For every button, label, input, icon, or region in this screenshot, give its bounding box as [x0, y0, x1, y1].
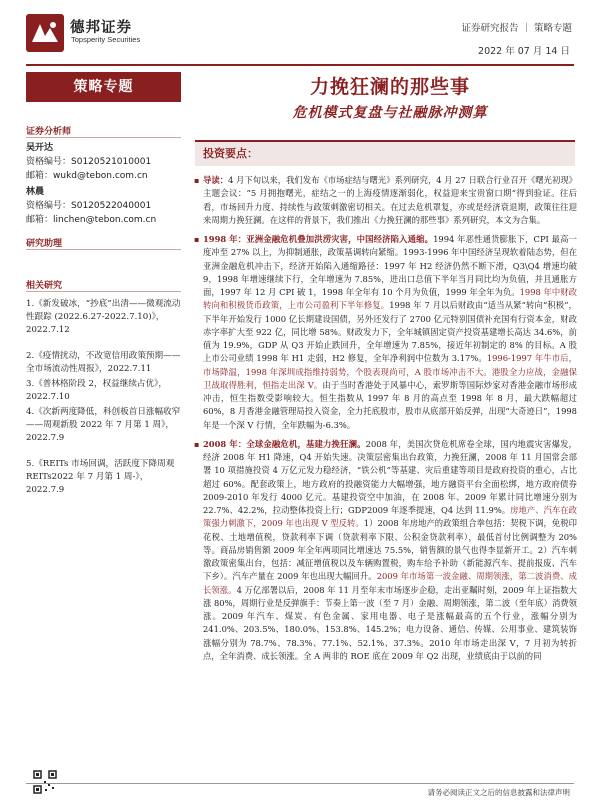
paragraph-2008	[195, 438, 577, 663]
paragraph-lead: 2008 年：全球金融危机，基建力挽狂澜。	[203, 438, 366, 449]
related-item[interactable]: 3.《普林格阶段 2，权益继续占优》，2022.7.10	[26, 379, 168, 402]
brand-name-en: Topsperity Securities	[71, 35, 141, 44]
paragraph-text: 4 万亿部署以后，2008 年 11 月至年末市场逐步企稳，走出亚瞩时刻，2009 年上证指数大涨 80%，周期行业是反弹旗手：节奏上第一波（至 7 月）金融、周期领涨，第二波（至年底）消费领涨。2009 年汽车、煤炭、有色金属、家用电器、电子是涨幅最高的五个行业，涨幅分别为 241.0%、203.5%、180.0%、153.8%、145.2%；电力设备、通信、传媒、公用事业、建筑装饰涨幅分别为 78.7%、78.3%、77.1%、52.1%、37.3%。2010 年市场走出深 V，7 月初为转折点，全年消费、成长领涨。全 A 两非的 ROE 底在 2009 年 Q2 出现，业绩底由于以前的同	[203, 584, 578, 661]
report-date: 2022 年 07 月 14 日	[478, 46, 570, 57]
footer-divider	[26, 783, 574, 784]
paragraph-highlight: 2009 年市场第一波金融、周期领涨，第二波消费、成长领涨。	[203, 571, 577, 595]
paragraph-text: 由于当时香港处于风暴中心，索罗斯等国际炒家对香港金融市场形成冲击，恒生指数受影响较大。恒生指数从 1997 年 8 月的高点至 1998 年 8 月，最大跌幅超过 60%，8 月香港金融管理局投入资金，全力托底股市，股市从底部开始反弹，出现“大奇迹日”，1998 年是一个深 V 行情，全年跌幅为-6.3%。	[203, 379, 577, 430]
paragraph-lead: 1998 年：亚洲金融危机叠加洪涝灾害，中国经济陷入通缩。	[203, 234, 434, 244]
footer-disclaimer: 请务必阅读正文之后的信息披露和法律声明	[427, 788, 570, 797]
email-label: 邮箱：	[26, 215, 54, 225]
paragraph-text: 1994 年恶性通货膨胀下，CPI 最高一度冲至 27% 以上，为抑制通胀，政策基调转向紧缩。1993-1996 年中国经济呈现软着陆态势，但在亚洲金融危机冲击下，经济开始陷入通缩路径：1997 年 H2 经济仍然不断下滑，Q3\Q4 增速均破 9，1998 年增速继续下行，全年增速为 7.85%，进出口总值下半年当月同比均为负值，并且通胀方面，1997 年 12 月 CPI 破 1，1998 年全年有 10 个月为负值，1999 年全年为负。	[203, 234, 577, 297]
report-type: 证券研究报告 ｜ 策略专题	[461, 23, 572, 34]
cert-label: 资格编号：	[26, 157, 72, 167]
cert-number: S0120521010001	[71, 157, 152, 167]
report-subtitle: 危机模式复盘与社融脉冲测算	[292, 105, 488, 121]
brand-logo	[26, 14, 176, 54]
logo-icon	[26, 14, 64, 52]
category-banner: 策略专题	[26, 72, 181, 102]
analyst-heading: 证券分析师	[26, 127, 72, 137]
paragraph-text: 1）2008 年房地产的政策组合拳包括：契税下调，免税印花税、土地增值税，贷款利率下调（贷款利率下限、公积金贷款利率），最低首付比例调整为 20% 等。商品房销售额 2009 年全年两项同比增速达 75.5%，销售额的景气也得李显新开工。2）汽车刺激政策密集出台，包括：减征增值税以及车辆购置税，购车给予补助（新能源汽车、提前报废、汽车下乡）。汽车产量在 2009 年也出现大幅回升。	[203, 518, 577, 582]
paragraph-intro	[195, 174, 577, 227]
analyst-name: 林晨	[26, 187, 45, 197]
cert-number: S0120522040001	[71, 201, 152, 211]
assistant-heading: 研究助理	[26, 239, 63, 249]
key-points-label: 投资要点：	[203, 147, 258, 160]
key-points-body	[195, 174, 577, 669]
related-item[interactable]: 5.《REITs 市场回调，活跃度下降周观 REITs2022 年 7 月第 1 周-》，2022.7.9	[26, 459, 175, 495]
paragraph-1998	[195, 233, 577, 432]
analyst-name: 吴开达	[26, 143, 54, 153]
paragraph-highlight: 房地产、汽车在政策强力刺激下，2009 年也出现 V 型反转。	[203, 505, 578, 529]
analyst-divider	[26, 137, 181, 138]
related-divider	[26, 291, 181, 292]
paragraph-text: 1998 年 7 月以后财政由“适当从紧”转向“积极”，下半年开始发行 1000 亿长期建设国债，另外还发行了 2700 亿元特别国债补充国有行资本金，财政赤字率扩大至 922 亿，同比增 58%。财政发力下，全年城镇固定资产投资基建增长高达 34.6%，前值为 19.9%，GDP 从 Q3 开始止跌回升，全年增速为 7.85%，接近年初制定的 8% 的目标。A 股上市公司业绩 1998 年 H1 走弱，H2 修复，全年净利润中位数为 3.17%。	[203, 300, 577, 364]
qr-code-icon	[33, 770, 57, 794]
header-divider	[26, 64, 574, 66]
paragraph-highlight: 1996-1997 年牛市后，市场降温，1998 年深圳成指维持弱势，个股表现尚可，A 股市场冲击不大。港股全力应战，金融保卫战取得胜利，恒指走出深 V。	[203, 353, 577, 390]
analyst-2	[26, 185, 156, 227]
paragraph-text: 4 月下旬以来，我们发布《市场症结与曙光》系列研究，4 月 27 日联合行业召开《曙光初现》主题会议：“5 月拥抱曙光，症结之一的上海疫情逐渐弱化，权益迎来宝贵窗口期”得到验证。往后看，市场回升力度、持续性与政策刺激密切相关。在过去危机罩复，亦或是经济衰退期，政策往往迎来周期力挽狂澜。在这样的背景下，我们推出《力挽狂澜的那些事》系列研究，本文为合集。	[203, 175, 578, 225]
email-label: 邮箱：	[26, 171, 54, 181]
related-item[interactable]: 1.《新发破冰，“抄底”出清——微观流动性跟踪 (2022.6.27-2022.7.10)》，2022.7.12	[26, 299, 181, 335]
related-item[interactable]: 4.《次新两度降低，科创板首日涨幅收窄——周观新股 2022 年 7 月第 1 周》，2022.7.9	[26, 407, 181, 443]
paragraph-text: 2008 年，美国次贷危机席卷全球，国内地震灾害爆发，经济 2008 年 H1 降速，Q4 开始失速。决策层密集出台政策，力挽狂澜，2008 年 11 月国常会部署 10 项措施投资 4 万亿元发力稳经济，“铁公机”等基建、灾后重建等项目是政府投资的重心，占比超过 60%。配套政策上，地方政府的投融资能力大幅增强，地方融资平台全面松绑，地方政府债券 2009-2010 年发行 4000 亿元。基建投资空中加油，在 2008 年、2009 年累计同比增速分别为 22.7%、42.2%，拉动整体投资上行；GDP2009 年逐季提速，Q4 达到 11.9%。	[203, 438, 577, 515]
paragraph-highlight: 1998 年中财政转向和积极货币政策，上市公司盈利下半年修复。	[203, 287, 578, 311]
report-title: 力挽狂澜的那些事	[309, 76, 470, 98]
assistant-divider	[26, 249, 181, 250]
analyst-1	[26, 141, 151, 183]
related-heading: 相关研究	[26, 281, 63, 291]
analyst-email[interactable]: linchen@tebon.com.cn	[53, 215, 157, 225]
related-item[interactable]: 2.《疫情扰动，不改宽信用政策预期——全市场流动性周报》，2022.7.11	[26, 351, 181, 374]
cert-label: 资格编号：	[26, 201, 72, 211]
paragraph-lead: 导读：	[203, 175, 229, 185]
analyst-email[interactable]: wukd@tebon.com.cn	[53, 171, 148, 181]
brand-name-cn: 德邦证券	[70, 20, 132, 36]
